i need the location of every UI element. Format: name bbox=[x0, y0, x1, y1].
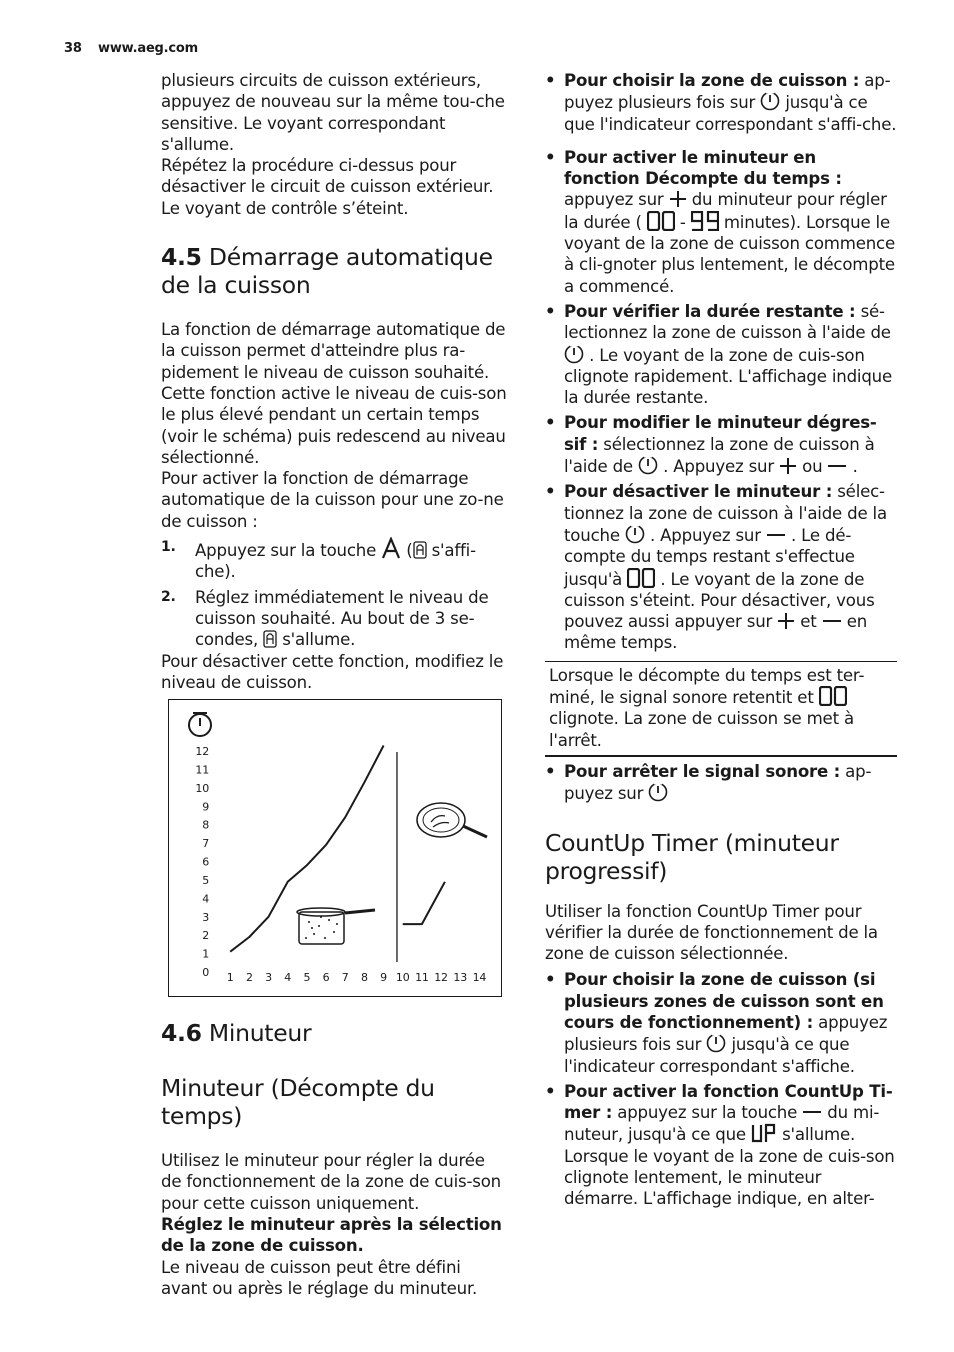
bullet-text: du minuteur pour régler la durée ( bbox=[564, 190, 887, 232]
right-column bbox=[545, 70, 897, 1210]
step-text-end: s'allume. bbox=[282, 630, 356, 650]
x-tick-label: 2 bbox=[245, 971, 253, 985]
sound-bullets bbox=[545, 761, 897, 805]
bullet-text-end: . Le voyant de la zone de cuis-son clignote rapidement. L'affichage indique la durée restante. bbox=[564, 345, 892, 408]
bullet-countup-activate bbox=[545, 1081, 897, 1210]
minus-icon bbox=[766, 526, 786, 544]
step-1: 1. Appuyez sur la touche ( s'affi-che). bbox=[161, 539, 476, 582]
x-tick-label: 6 bbox=[322, 971, 330, 985]
display-99-icon bbox=[691, 211, 719, 231]
autostart-deactivate: Pour désactiver cette fonction, modifiez le niveau de cuisson. bbox=[161, 651, 504, 692]
bullet-lead: Pour choisir la zone de cuisson : bbox=[564, 71, 860, 90]
bullet-lead: Pour vérifier la durée restante : bbox=[564, 301, 856, 321]
y-tick-label: 9 bbox=[202, 800, 209, 814]
page-header bbox=[64, 38, 210, 59]
bullet-lead: Pour arrêter le signal sonore : bbox=[564, 761, 841, 781]
timer-icon bbox=[648, 782, 668, 802]
x-tick-label: 7 bbox=[341, 971, 349, 985]
section-title: Démarrage automatique de la cuisson bbox=[161, 243, 493, 300]
bullet-text-end: minutes). Lorsque le voyant de la zone de cuisson commence à cli-gnoter plus lentement, le décompte a commencé. bbox=[564, 212, 895, 296]
x-tick-label: 9 bbox=[380, 971, 387, 985]
x-tick-label: 10 bbox=[395, 971, 410, 985]
x-tick-label: 11 bbox=[415, 971, 429, 985]
bullet-lead: Pour désactiver le minuteur : bbox=[564, 482, 833, 502]
bullet-deactivate-timer bbox=[545, 481, 897, 653]
bullet-text: ap-puyez plusieurs fois sur bbox=[564, 71, 891, 113]
autostart-description: La fonction de démarrage automatique de la cuisson permet d'atteindre plus ra-pidement le niveau de cuisson souhaité. Cette fonction active le niveau de cuis-son le plus élevé pendant un certain temps (voir le schéma) puis redescend au niveau sélectionné. bbox=[161, 320, 507, 467]
section-heading-4-6 bbox=[161, 1019, 509, 1047]
y-tick-label: 11 bbox=[195, 763, 209, 777]
intro-paragraph-2: Répétez la procédure ci-dessus pour désactiver le circuit de cuisson extérieur. Le voyant de contrôle s’éteint. bbox=[161, 156, 494, 218]
autostart-chart bbox=[168, 699, 502, 997]
saucepan-icon bbox=[297, 908, 375, 944]
timer-icon bbox=[638, 455, 658, 475]
step-text-end: s'affi-che). bbox=[195, 541, 476, 582]
bold-text: Réglez le minuteur après la sélection de la zone de cuisson. bbox=[161, 1215, 502, 1256]
plus-icon bbox=[669, 190, 687, 208]
minus-icon bbox=[802, 1103, 822, 1121]
step-number: 1. bbox=[161, 539, 176, 556]
y-tick-label: 2 bbox=[202, 929, 209, 943]
bullet-countup-choose-zone bbox=[545, 969, 897, 1076]
series-line-cooking bbox=[403, 882, 445, 924]
countdown-bullets bbox=[545, 70, 897, 654]
y-tick-label: 10 bbox=[195, 781, 209, 795]
section-title: Minuteur bbox=[208, 1019, 312, 1048]
bullet-text: du mi-nuteur, jusqu'à ce que bbox=[564, 1103, 880, 1145]
step-text: Réglez immédiatement le niveau de cuisson souhaité. Au bout de 3 se-condes, bbox=[195, 587, 489, 650]
left-column bbox=[161, 70, 509, 1299]
x-tick-label: 5 bbox=[303, 971, 311, 985]
timer-icon bbox=[706, 1033, 726, 1053]
bullet-modify-timer bbox=[545, 412, 897, 477]
series-line-heat-up bbox=[230, 746, 383, 952]
x-tick-label: 12 bbox=[434, 971, 448, 985]
y-tick-label: 5 bbox=[202, 874, 209, 888]
section-number: 4.5 bbox=[161, 243, 202, 272]
y-tick-label: 1 bbox=[202, 947, 209, 961]
bullet-stop-sound bbox=[545, 761, 897, 805]
y-tick-label: 6 bbox=[202, 855, 209, 869]
x-tick-label: 4 bbox=[284, 971, 292, 985]
display-a-icon bbox=[263, 630, 277, 648]
step-2 bbox=[161, 587, 509, 651]
timer-description: Utilisez le minuteur pour régler la durée de fonctionnement de la zone de cuis-son pour cette cuisson uniquement. bbox=[161, 1151, 501, 1213]
bullet-text-end: en même temps. bbox=[564, 612, 868, 653]
frying-pan-icon bbox=[417, 803, 487, 837]
chart-plot bbox=[169, 700, 501, 996]
autostart-steps bbox=[161, 537, 509, 650]
bullet-lead: Pour activer la fonction CountUp Ti-mer : bbox=[564, 1081, 893, 1123]
bullet-text: . Appuyez sur bbox=[663, 457, 774, 477]
bullet-text: . Le dé-compte du temps restant s'effectue jusqu'à bbox=[564, 525, 855, 589]
bullet-text: . Le voyant de la zone de cuisson s'éteint. Pour désactiver, vous pouvez aussi appuyer sur bbox=[564, 569, 875, 632]
display-00-icon bbox=[647, 211, 675, 231]
minus-icon bbox=[822, 612, 842, 630]
display-00-icon bbox=[627, 568, 655, 588]
info-note bbox=[545, 661, 897, 757]
timer-note: Le niveau de cuisson peut être défini avant ou après le réglage du minuteur. bbox=[161, 1257, 478, 1298]
bullet-choose-zone bbox=[545, 70, 897, 135]
y-tick-label: 0 bbox=[202, 966, 209, 980]
display-00-icon bbox=[819, 686, 847, 706]
bullet-text: sélec-tionnez la zone de cuisson à l'aide de la touche bbox=[564, 482, 887, 545]
bullet-text: appuyez sur la touche bbox=[617, 1103, 798, 1123]
bullet-text-end: . bbox=[852, 457, 858, 477]
bullet-text: ap-puyez sur bbox=[564, 761, 872, 804]
autostart-activation-intro: Pour activer la fonction de démarrage automatique de la cuisson pour une zo-ne de cuisson : bbox=[161, 469, 504, 531]
bullet-activate-countdown bbox=[545, 147, 897, 297]
note-text-end: clignote. La zone de cuisson se met à l'arrêt. bbox=[549, 709, 854, 750]
plus-icon bbox=[777, 612, 795, 630]
y-tick-label: 8 bbox=[202, 818, 209, 832]
bullet-lead: Pour choisir la zone de cuisson (si plusieurs zones de cuisson sont en cours de fonctionnement) : bbox=[564, 970, 884, 1032]
display-up-icon bbox=[751, 1123, 777, 1143]
site-url: www.aeg.com bbox=[98, 41, 198, 56]
step-number: 2. bbox=[161, 588, 176, 605]
display-a-icon bbox=[413, 541, 427, 559]
countup-heading: CountUp Timer (minuteur progressif) bbox=[545, 828, 839, 885]
page-number: 38 bbox=[64, 41, 82, 56]
bullet-text-end: jusqu'à ce que l'indicateur correspondant s'affiche. bbox=[564, 1035, 855, 1076]
plus-icon bbox=[779, 457, 797, 475]
bullet-text: sélectionnez la zone de cuisson à l'aide de bbox=[564, 434, 875, 477]
section-number: 4.6 bbox=[161, 1019, 202, 1048]
timer-icon bbox=[760, 91, 780, 111]
bullet-check-remaining bbox=[545, 301, 897, 408]
x-tick-label: 13 bbox=[453, 971, 468, 985]
bullet-text: appuyez sur bbox=[564, 190, 664, 210]
bullet-text: ou bbox=[802, 457, 823, 477]
x-tick-label: 14 bbox=[472, 971, 487, 985]
countup-description: Utiliser la fonction CountUp Timer pour vérifier la durée de fonctionnement de la zone de cuisson sélectionnée. bbox=[545, 901, 878, 964]
y-tick-label: 7 bbox=[202, 837, 209, 851]
bullet-text: . Appuyez sur bbox=[649, 525, 761, 545]
x-tick-label: 1 bbox=[226, 971, 234, 985]
bullet-text: et bbox=[800, 612, 817, 632]
bullet-lead: Pour modifier le minuteur dégres-sif : bbox=[564, 413, 877, 454]
x-tick-label: 3 bbox=[265, 971, 272, 985]
countup-bullets bbox=[545, 969, 897, 1209]
timer-icon bbox=[564, 344, 584, 364]
clock-icon bbox=[189, 713, 211, 736]
intro-paragraph: plusieurs circuits de cuisson extérieurs, appuyez de nouveau sur la même tou-che sensitive. Le voyant correspondant s'allume. bbox=[161, 71, 505, 154]
automatic-heat-up-icon bbox=[381, 537, 401, 559]
timer-icon bbox=[625, 524, 645, 544]
bullet-dash: - bbox=[679, 212, 686, 232]
timer-bold-note bbox=[161, 1214, 509, 1257]
bullet-text-end: s'allume. Lorsque le voyant de la zone de cuis-son clignote lentement, le minuteur démarre. L'affichage indique, en alter- bbox=[564, 1125, 895, 1209]
note-text: Lorsque le décompte du temps est ter-miné, le signal sonore retentit et bbox=[549, 665, 865, 708]
y-tick-label: 3 bbox=[202, 910, 209, 924]
subsection-heading: Minuteur (Décompte du temps) bbox=[161, 1074, 435, 1131]
minus-icon bbox=[827, 457, 847, 475]
bullet-text-end: jusqu'à ce que l'indicateur correspondant s'affi-che. bbox=[564, 93, 897, 134]
y-tick-label: 12 bbox=[195, 745, 209, 759]
section-heading-4-5 bbox=[161, 243, 509, 299]
step-text: Appuyez sur la touche bbox=[195, 541, 377, 561]
bullet-lead: Pour activer le minuteur en fonction Décompte du temps : bbox=[564, 147, 842, 189]
bullet-text: sé-lectionnez la zone de cuisson à l'aide de bbox=[564, 301, 891, 343]
x-tick-label: 8 bbox=[360, 971, 368, 985]
y-tick-label: 4 bbox=[202, 892, 209, 906]
bullet-text: appuyez plusieurs fois sur bbox=[564, 1012, 888, 1055]
